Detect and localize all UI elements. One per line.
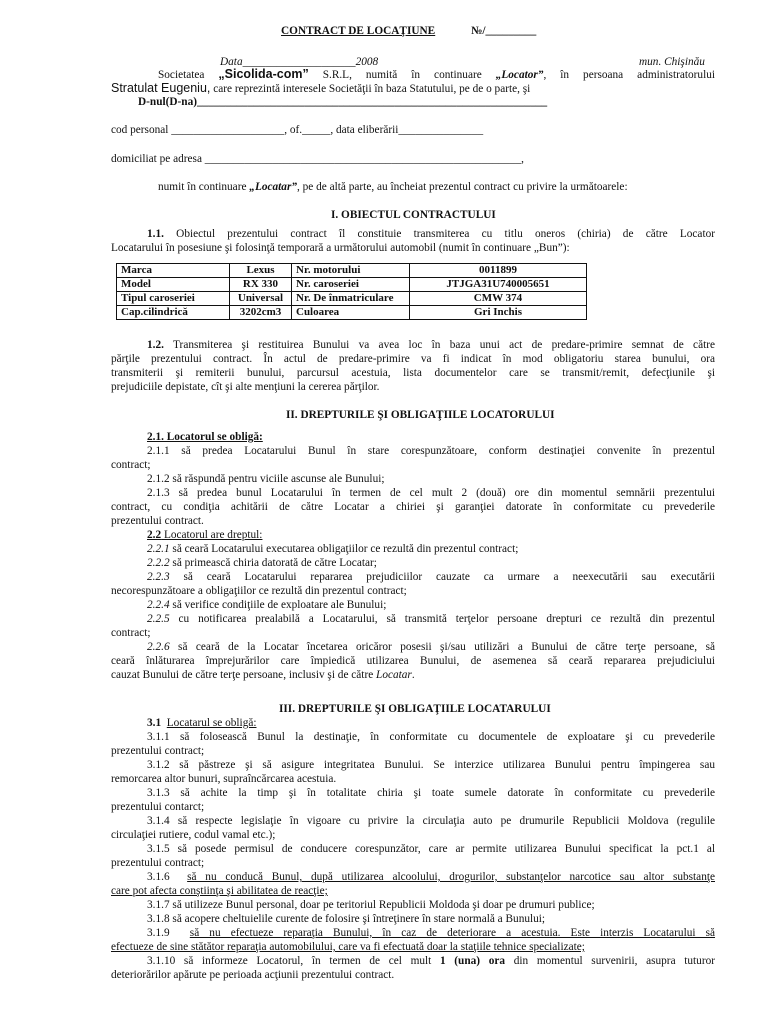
clause-1-1-line-2: Locatarului în posesiune şi folosinţă temporară a următorului automobil (numit în continuare „Bun”): <box>111 242 570 254</box>
clause-1-1-line-1: 1.1. Obiectul prezentului contract îl constituie transmiterea cu titlu oneros (chiria) de către Locator <box>147 228 715 240</box>
clause-2-1-3-line-1: 2.1.3 să predea bunul Locatarului în termen de cel mult 2 (două) ore din momentul semnării prezentului <box>147 487 715 499</box>
place-label: mun. Chişinău <box>639 56 705 68</box>
table-cell: 3202cm3 <box>230 306 292 320</box>
table-cell: Nr. De înmatriculare <box>292 292 410 306</box>
clause-1-2-line-2: părţile prezentului contract. În actul de predare-primire va fi indicat în mod obligatoriu starea bunului, ora <box>111 353 715 365</box>
dnul-line: D-nul(D-na)______________________________________________________________ <box>138 96 548 108</box>
clause-3-1-5-line-2: prezentului contract; <box>111 857 205 869</box>
table-cell: Gri Inchis <box>410 306 587 320</box>
clause-3-1-3-line-2: prezentului contarct; <box>111 801 205 813</box>
clause-2-2-6-line-1: 2.2.6 să ceară de la Locatar încetarea oricăror posesii şi/sau utilizări a Bunului de către terţe persoane, să <box>147 641 715 653</box>
table-cell: 0011899 <box>410 264 587 278</box>
table-cell: CMW 374 <box>410 292 587 306</box>
section-1-title: I. OBIECTUL CONTRACTULUI <box>331 209 496 221</box>
clause-1-2-line-3: transmiterii şi remiterii bunului, parcursul acestuia, lista documentelor care se transmit/remit, defecţiunile şi <box>111 367 715 379</box>
clause-2-2-1: 2.2.1 să ceară Locatarului executarea obligaţiilor ce rezultă din prezentul contract; <box>147 543 519 555</box>
table-cell: Nr. caroseriei <box>292 278 410 292</box>
numit-locatar-line: numit în continuare „Locatar”, pe de altă parte, au încheiat prezentul contract cu privire la următoarele: <box>158 181 628 193</box>
clause-3-1-9-line-2: efectueze de sine stătător reparaţia automobilului, care va fi efectuată doar la staţiile tehnice specializate; <box>111 941 585 953</box>
clause-2-2-2: 2.2.2 să primească chiria datorată de către Locatar; <box>147 557 377 569</box>
table-cell: Marca <box>117 264 230 278</box>
domiciliat-line: domiciliat pe adresa ________________________________________________________, <box>111 153 524 165</box>
clause-3-1-10-line-1: 3.1.10 să informeze Locatorul, în termen de cel mult 1 (una) ora din momentul survenirii, asupra tuturor <box>147 955 716 967</box>
intro-line-1: Societatea „Sicolida-com” S.R.L, numită în continuare „Locator”, în persoana administratorului <box>158 67 715 81</box>
table-cell: RX 330 <box>230 278 292 292</box>
clause-2-2-3-line-2: necorespunzătoare a obligaţiilor ce rezultă din prezentul contract; <box>111 585 407 597</box>
table-row <box>117 292 587 306</box>
date-label: Data____________________2008 <box>220 56 379 68</box>
clause-2-2-heading: 2.2 Locatorul are dreptul: <box>147 529 263 541</box>
clause-1-2-line-1: 1.2. Transmiterea şi restituirea Bunului va avea loc în baza unui act de predare-primire semnat de către <box>147 339 715 351</box>
clause-3-1-2-line-2: remorcarea altor bunuri, supraîncărcarea acestuia. <box>111 773 337 785</box>
table-row <box>117 264 587 278</box>
table-row <box>117 278 587 292</box>
table-cell: Lexus <box>230 264 292 278</box>
clause-2-1-1-line-1: 2.1.1 să predea Locatarului Bunul în stare corespunzătoare, conform destinaţiei convenite în prezentul <box>147 445 715 457</box>
clause-2-1-heading: 2.1. Locatorul se obligă: <box>147 431 263 443</box>
table-cell: JTJGA31U740005651 <box>410 278 587 292</box>
clause-3-1-7: 3.1.7 să utilizeze Bunul personal, doar pe teritoriul Republicii Moldoda şi doar pe drumuri publice; <box>147 899 595 911</box>
clause-2-1-2: 2.1.2 să răspundă pentru viciile ascunse ale Bunului; <box>147 473 385 485</box>
contract-number: №/_________ <box>471 25 537 37</box>
clause-2-2-3-line-1: 2.2.3 să ceară Locatarului repararea prejudiciilor cauzate ca urmare a neexecutării sau executării <box>147 571 715 583</box>
table-cell: Cap.cilindrică <box>117 306 230 320</box>
clause-3-1-5-line-1: 3.1.5 să posede permisul de conducere corespunzător, care ar permite utilizarea Bunului specificat la pct.1 al <box>147 843 715 855</box>
clause-1-2-line-4: prejudiciile depistate, cît şi alte menţiuni la cererea părţilor. <box>111 381 380 393</box>
clause-3-1-1-line-2: prezentului contract; <box>111 745 205 757</box>
contract-title: CONTRACT DE LOCAŢIUNE <box>281 25 436 37</box>
table-cell: Universal <box>230 292 292 306</box>
clause-2-1-3-line-3: prezentului contract. <box>111 515 204 527</box>
clause-3-1-3-line-1: 3.1.3 să achite la timp şi în totalitate chiria şi toate sumele datorate în conformitate cu prevederile <box>147 787 715 799</box>
clause-2-2-5-line-2: contract; <box>111 627 151 639</box>
clause-2-1-3-line-2: contract, cu condiţia achitării de către Locatar a chiriei şi garanţiei datorate în conformitate cu prevederile <box>111 501 715 513</box>
table-cell: Tipul caroseriei <box>117 292 230 306</box>
table-cell: Nr. motorului <box>292 264 410 278</box>
intro-line-2: Stratulat Eugeniu, care reprezintă interesele Societăţii în baza Statutului, pe de o parte, şi <box>111 81 531 95</box>
clause-3-1-6-line-2: care pot afecta conştiinţa şi abilitatea de reacţie; <box>111 885 328 897</box>
clause-3-1-9-line-1: 3.1.9 să nu efectueze reparaţia Bunului, în caz de deteriorare a acestuia. Este interzis Locatarului să <box>147 927 716 939</box>
clause-2-2-4: 2.2.4 să verifice condiţiile de exploatare ale Bunului; <box>147 599 387 611</box>
clause-3-1-10-line-2: deteriorărilor apărute pe perioada acţiunii prezentului contract. <box>111 969 395 981</box>
table-cell: Culoarea <box>292 306 410 320</box>
cod-personal-line: cod personal ____________________, of._____, data eliberării_______________ <box>111 124 484 136</box>
clause-3-1-4-line-2: circulaţiei rutiere, codul vamal etc.); <box>111 829 276 841</box>
vehicle-table <box>116 263 587 320</box>
table-cell: Model <box>117 278 230 292</box>
clause-3-1-2-line-1: 3.1.2 să păstreze şi să asigure integritatea Bunului. Se interzice utilizarea Bunului pentru împingerea sau <box>147 759 715 771</box>
section-2-title: II. DREPTURILE ŞI OBLIGAŢIILE LOCATORULUI <box>286 409 555 421</box>
clause-3-1-4-line-1: 3.1.4 să respecte legislaţie în vigoare cu privire la circulaţia auto pe drumurile Republicii Moldova (regulile <box>147 815 715 827</box>
section-3-title: III. DREPTURILE ŞI OBLIGAŢIILE LOCATARULUI <box>279 703 551 715</box>
clause-3-1-heading: 3.1 Locatarul se obligă: <box>147 717 257 729</box>
clause-2-2-6-line-3: cauzat Bunului de către terţe persoane, inclusiv şi de către Locatar. <box>111 669 415 681</box>
clause-2-2-6-line-2: ceară înlăturarea împrejurărilor care împiedică utilizarea Bunului, de asemenea să ceară repararea prejudiciului <box>111 655 715 667</box>
clause-2-1-1-line-2: contract; <box>111 459 151 471</box>
clause-3-1-6-line-1: 3.1.6 să nu conducă Bunul, după utilizarea alcoolului, drogurilor, substanţelor narcotice sau altor substanţe <box>147 871 715 883</box>
table-row <box>117 306 587 320</box>
clause-2-2-5-line-1: 2.2.5 cu notificarea prealabilă a Locatarului, să transmită terţelor persoane drepturi ce rezultă din prezentul <box>147 613 715 625</box>
clause-3-1-8: 3.1.8 să acopere cheltuielile curente de folosire şi întreţinere în stare normală a Bunului; <box>147 913 546 925</box>
clause-3-1-1-line-1: 3.1.1 să folosească Bunul la destinaţie, în conformitate cu documentele de exploatare şi cu prevederile <box>147 731 715 743</box>
